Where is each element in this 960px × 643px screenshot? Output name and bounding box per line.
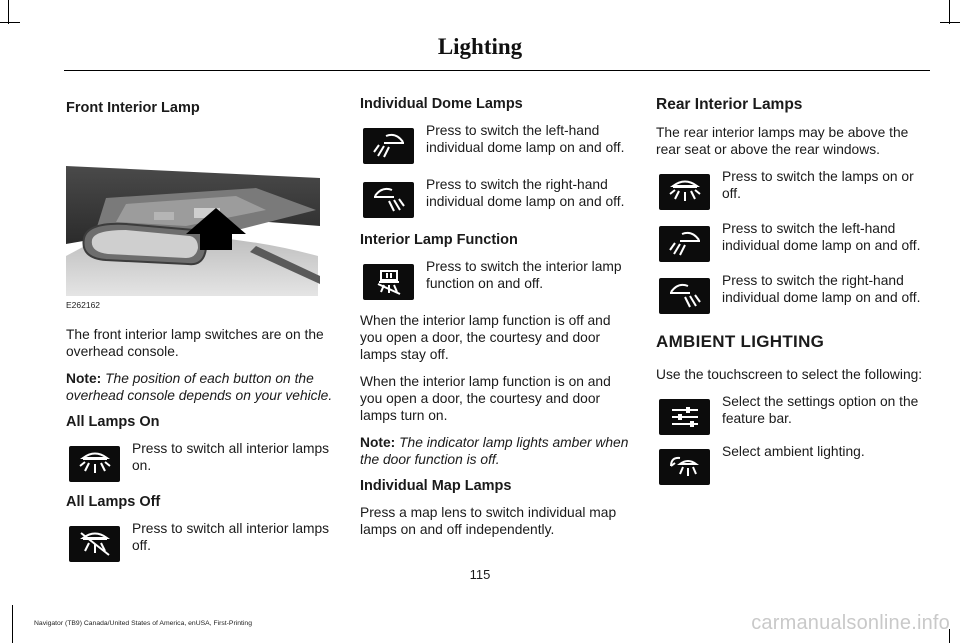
crop-mark xyxy=(12,605,13,643)
dome-lamp-on-icon xyxy=(69,446,120,482)
note-label: Note: xyxy=(66,371,102,386)
overhead-console-illustration xyxy=(66,126,320,296)
dome-lamp-off-icon xyxy=(69,526,120,562)
paragraph-ambient-intro: Use the touchscreen to select the following: xyxy=(656,367,923,382)
note xyxy=(66,370,336,404)
overhead-console-photo xyxy=(66,126,320,296)
figure-id: E262162 xyxy=(66,300,101,310)
dome-right-row xyxy=(360,176,632,218)
rear-all-text: Press to switch the lamps on or off. xyxy=(722,169,914,201)
rear-left-dome-lamp-icon xyxy=(659,226,710,262)
page-number: 115 xyxy=(469,567,491,582)
column-dome-lamps xyxy=(360,96,632,548)
rear-dome-lamp-icon xyxy=(659,174,710,210)
heading-individual-map-lamps: Individual Map Lamps xyxy=(360,478,512,494)
heading-rear-interior-lamps: Rear Interior Lamps xyxy=(656,96,803,113)
paragraph-function-off: When the interior lamp function is off and you open a door, the courtesy and door lamps stay off. xyxy=(360,313,611,362)
footer-doc-info: Navigator (TB9) Canada/United States of America, enUSA, First-Printing xyxy=(34,620,252,627)
all-lamps-on-row xyxy=(66,440,336,482)
heading-all-lamps-on: All Lamps On xyxy=(66,414,160,430)
header-divider xyxy=(64,70,930,71)
settings-text: Select the settings option on the feature bar. xyxy=(722,394,919,426)
dome-left-text: Press to switch the left-hand individual dome lamp on and off. xyxy=(426,123,625,155)
all-lamps-off-row xyxy=(66,520,336,562)
all-lamps-on-text: Press to switch all interior lamps on. xyxy=(132,441,330,473)
heading-individual-dome-lamps: Individual Dome Lamps xyxy=(360,96,523,112)
note-text: The position of each button on the overhead console depends on your vehicle. xyxy=(66,371,333,403)
crop-mark xyxy=(8,0,9,24)
heading-all-lamps-off: All Lamps Off xyxy=(66,494,161,510)
door-lamp-icon xyxy=(363,264,414,300)
heading-ambient-lighting: AMBIENT LIGHTING xyxy=(656,332,825,351)
section-heading-front-interior-lamp: Front Interior Lamp xyxy=(66,100,200,116)
left-dome-lamp-icon xyxy=(363,128,414,164)
settings-row xyxy=(656,393,930,435)
watermark: carmanualsonline.info xyxy=(751,612,950,634)
ambient-text: Select ambient lighting. xyxy=(722,444,865,459)
all-lamps-off-text: Press to switch all interior lamps off. xyxy=(132,521,330,553)
note xyxy=(360,434,632,468)
rear-left-text: Press to switch the left-hand individual dome lamp on and off. xyxy=(722,221,921,253)
paragraph-rear-intro: The rear interior lamps may be above the rear seat or above the rear windows. xyxy=(656,125,909,157)
ambient-row xyxy=(656,443,930,485)
lamp-function-text: Press to switch the interior lamp function on and off. xyxy=(426,259,622,291)
paragraph-map-lamps: Press a map lens to switch individual map lamps on and off independently. xyxy=(360,505,617,537)
rear-all-row xyxy=(656,168,930,210)
column-front-interior-lamp xyxy=(66,96,336,574)
heading-interior-lamp-function: Interior Lamp Function xyxy=(360,232,518,248)
paragraph-function-on: When the interior lamp function is on and you open a door, the courtesy and door lamps turn on. xyxy=(360,374,611,423)
rear-right-row xyxy=(656,272,930,314)
crop-mark xyxy=(940,22,960,23)
paragraph: The front interior lamp switches are on the overhead console. xyxy=(66,327,324,359)
page-title: Lighting xyxy=(437,34,523,59)
crop-mark xyxy=(949,0,950,24)
ambient-lighting-icon xyxy=(659,449,710,485)
column-rear-and-ambient xyxy=(656,96,930,497)
settings-sliders-icon xyxy=(659,399,710,435)
note-text: The indicator lamp lights amber when the door function is off. xyxy=(360,435,629,467)
dome-left-row xyxy=(360,122,632,164)
rear-right-text: Press to switch the right-hand individual dome lamp on and off. xyxy=(722,273,921,305)
crop-mark xyxy=(0,22,20,23)
note-label: Note: xyxy=(360,435,396,450)
lamp-function-row xyxy=(360,258,632,300)
right-dome-lamp-icon xyxy=(363,182,414,218)
rear-left-row xyxy=(656,220,930,262)
dome-right-text: Press to switch the right-hand individual dome lamp on and off. xyxy=(426,177,625,209)
rear-right-dome-lamp-icon xyxy=(659,278,710,314)
